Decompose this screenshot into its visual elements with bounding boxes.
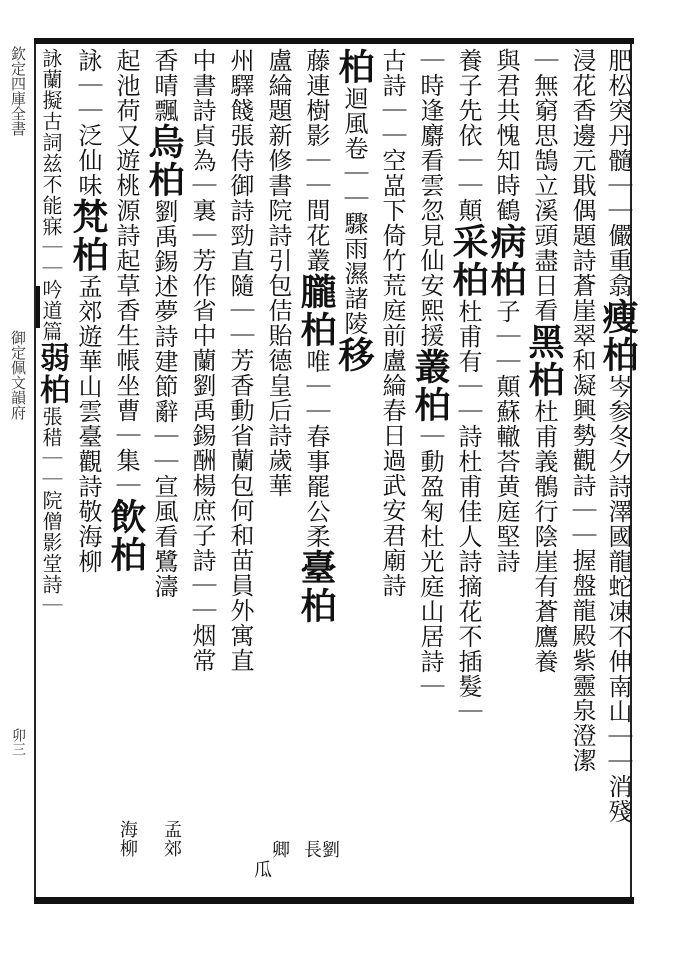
column-text: 浸花香邊元戢偶題詩蒼崖: [568, 48, 596, 323]
column-text: 香晴飄: [150, 48, 178, 123]
column-text: 海柳: [74, 524, 102, 574]
text-column-5: [442, 48, 489, 893]
text-column-1: [592, 48, 639, 893]
column-rule: [34, 44, 36, 897]
text-column-11: [214, 48, 252, 893]
page-number: 卯三: [10, 728, 26, 756]
column-text: 張稓｜｜院僧影堂詩｜: [39, 406, 63, 616]
column-text: 起池荷: [112, 48, 140, 123]
text-column-2: [556, 48, 594, 893]
entry-heading: 瘦柏: [597, 298, 639, 374]
gloss-note: 長: [301, 840, 322, 859]
column-text: 藤連樹影｜｜間花叢: [302, 48, 330, 273]
margin-title: 欽定四庫全書: [9, 46, 27, 136]
text-column-7: [366, 48, 404, 893]
column-text: 中書詩貞為｜裏｜芳作省中蘭劉禹錫酬楊庶子詩｜｜烟常: [188, 48, 216, 673]
text-column-6: [404, 48, 451, 893]
text-column-13: [138, 48, 185, 893]
entry-heading: 梵柏: [67, 198, 109, 274]
entry-heading: 病柏: [485, 223, 527, 299]
entry-heading: 烏柏: [143, 123, 185, 199]
column-text: 肥松突丹髓｜｜儼重翕: [604, 48, 632, 298]
column-text: 兹不能寐｜｜吟道篇: [39, 153, 63, 342]
column-text: 詠｜｜泛仙味: [74, 48, 102, 198]
column-text: 杜甫有｜｜詩杜甫佳人詩摘花不插髮｜: [454, 299, 482, 724]
gloss-note: 瓜: [251, 860, 272, 879]
column-text: 又遊桃源詩起草香生帳坐曹｜集｜: [112, 123, 140, 498]
entry-heading: 飲柏: [105, 498, 147, 574]
column-text: 劉禹錫述夢詩建節辭｜｜宣風看鷺濤: [150, 199, 178, 599]
column-text: 唯｜｜春事罷公柔: [302, 349, 330, 549]
column-text: 翠和凝興勢觀詩｜｜握盤龍殿紫靈泉澄潔: [568, 323, 596, 773]
column-text: 古詩｜｜空嵓下倚竹荒庭前: [378, 48, 406, 348]
column-text: 詠蘭擬古詞: [39, 48, 63, 153]
column-text: 與君共愧知時鶴: [492, 48, 520, 223]
column-text: 孟郊遊華山雲臺觀詩敬: [74, 274, 102, 524]
text-column-9: [290, 48, 337, 893]
column-text: 養子先依｜｜顛: [454, 48, 482, 223]
column-text: 迴風卷｜｜驟雨濕諸陵: [340, 86, 368, 336]
column-text: 杜甫義鶻行陰崖有蒼鷹養: [530, 399, 558, 674]
entry-heading: 柏: [333, 48, 375, 86]
entry-heading: 臺柏: [295, 549, 337, 625]
column-text: 盧綸春日過武安君廟詩: [378, 348, 406, 598]
column-text: ｜動盈匊杜光庭山居詩｜: [416, 424, 444, 699]
gloss-note: 卿: [269, 840, 290, 859]
text-column-8: [328, 48, 375, 893]
column-text: ｜時逢麝看雲忽見仙安熙援: [416, 48, 444, 348]
entry-heading: 黑柏: [523, 323, 565, 399]
bottom-border: [34, 897, 634, 904]
gloss-note: 海柳: [117, 820, 138, 858]
entry-heading: 弱柏: [34, 342, 69, 406]
gloss-note: 孟郊: [161, 820, 182, 858]
text-column-4: [480, 48, 527, 893]
column-text: 州驛餞張侍御詩勁直隨｜｜芳香動省蘭包何和苗員外寓直: [226, 48, 254, 673]
column-text: 包佶貽德皇后詩歲華: [264, 273, 292, 498]
text-column-14: [100, 48, 147, 893]
column-text: 子｜｜顛蘇轍荅黄庭堅詩: [492, 299, 520, 574]
entry-heading: 移: [333, 336, 375, 374]
text-column-10: [252, 48, 290, 893]
entry-heading: 叢柏: [409, 348, 451, 424]
text-column-16: [34, 48, 69, 893]
column-text: ｜無窮思鵠立溪頭盡日看: [530, 48, 558, 323]
margin-section: 御定佩文韻府: [9, 330, 27, 420]
column-text: 盧綸題新修書院詩引: [264, 48, 292, 273]
entry-heading: 朧柏: [295, 273, 337, 349]
text-column-3: [518, 48, 565, 893]
column-text: 岑参冬夕詩澤國龍蛇凍不伸南山｜｜消殘: [604, 374, 632, 824]
text-column-15: [62, 48, 109, 893]
gloss-note: 劉: [319, 840, 340, 859]
entry-heading: 采柏: [447, 223, 489, 299]
top-border: [34, 38, 634, 44]
